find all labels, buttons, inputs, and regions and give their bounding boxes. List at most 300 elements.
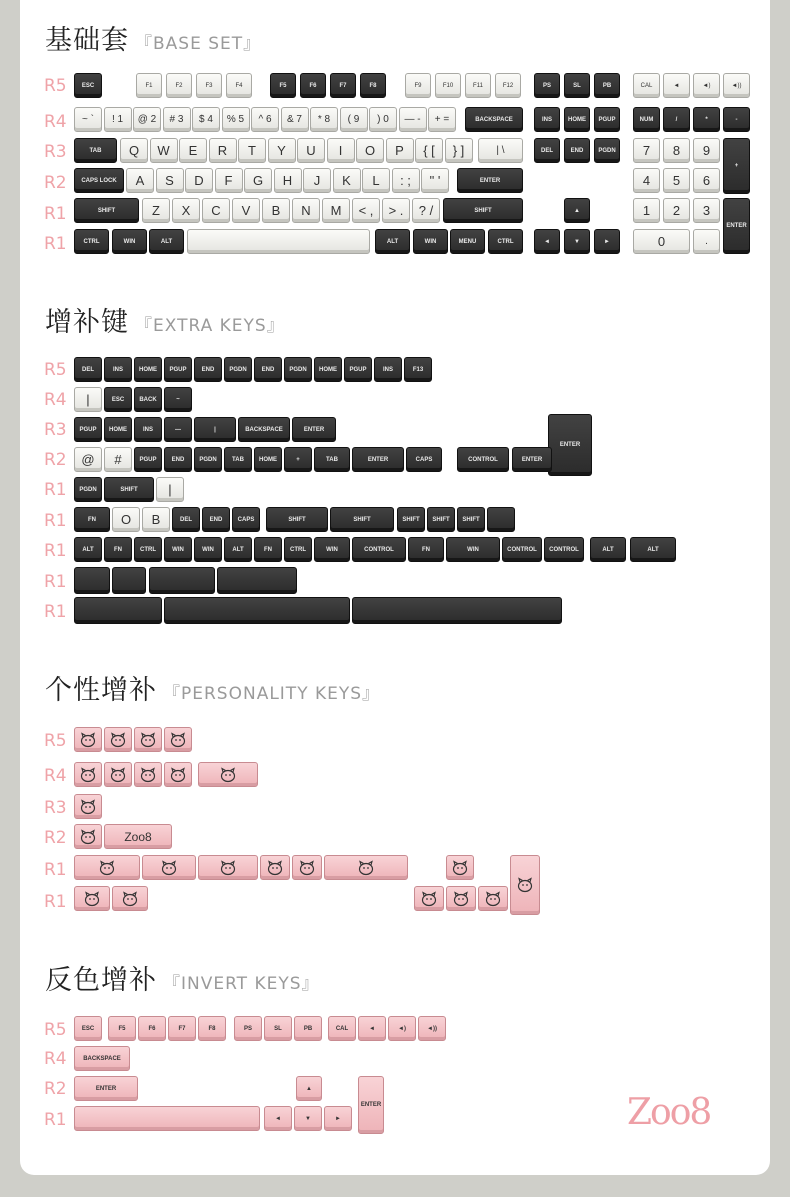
key-ctrl[interactable] (488, 229, 523, 254)
key-legend: ESC (81, 82, 95, 89)
key-symbol[interactable] (663, 73, 690, 98)
key-symbol[interactable] (264, 1106, 292, 1131)
key-symbol[interactable] (294, 1106, 322, 1131)
key-f8[interactable] (198, 1016, 226, 1041)
key-legend: F10 (442, 82, 454, 89)
key-pgdn[interactable] (224, 357, 252, 382)
key-enter[interactable] (512, 447, 552, 472)
key-alt[interactable] (224, 537, 252, 562)
key-legend: ▲ (574, 207, 580, 214)
key-symbol[interactable] (478, 138, 523, 163)
personality-keycap[interactable] (112, 886, 148, 911)
key-0[interactable] (369, 107, 397, 132)
key-n[interactable] (292, 198, 320, 223)
personality-keycap[interactable] (292, 855, 322, 880)
key-esc[interactable] (74, 1016, 102, 1041)
blank-keycap[interactable] (164, 597, 350, 624)
blank-keycap[interactable] (74, 567, 110, 594)
key-end[interactable] (194, 357, 222, 382)
key-legend: ◄ (369, 1025, 375, 1032)
key-q[interactable] (120, 138, 148, 163)
key-legend: DEL (541, 147, 553, 154)
key-legend: PS (243, 1025, 252, 1032)
key-c[interactable] (202, 198, 230, 223)
zoo8-keycap[interactable] (104, 824, 172, 849)
key-r[interactable] (209, 138, 237, 163)
key-home[interactable] (314, 357, 342, 382)
key-1[interactable] (633, 198, 660, 223)
key-legend: ENTER (479, 177, 501, 184)
key-sl[interactable] (564, 73, 590, 98)
key-f5[interactable] (270, 73, 296, 98)
key-f8[interactable] (360, 73, 386, 98)
key-i[interactable] (327, 138, 355, 163)
key-pb[interactable] (594, 73, 620, 98)
key-win[interactable] (314, 537, 350, 562)
key-b[interactable] (262, 198, 290, 223)
key-f11[interactable] (465, 73, 491, 98)
key-legend: ENTER (360, 1102, 382, 1108)
key-legend: CAPS (237, 516, 255, 523)
key-f4[interactable] (226, 73, 252, 98)
key-6[interactable] (693, 168, 720, 193)
blank-keycap[interactable] (112, 567, 146, 594)
panda-icon (83, 891, 101, 907)
key-symbol[interactable] (693, 73, 720, 98)
key-legend: F (224, 173, 233, 188)
key-control[interactable] (457, 447, 509, 472)
penguin-icon (298, 860, 316, 876)
key-legend: F12 (502, 82, 514, 89)
key-legend: PGDN (79, 486, 97, 493)
key-fn[interactable] (254, 537, 282, 562)
key-legend: ! 1 (111, 114, 124, 125)
key-win[interactable] (446, 537, 500, 562)
key-ins[interactable] (534, 107, 560, 132)
personality-keycap[interactable] (134, 762, 162, 787)
key-pgdn[interactable] (194, 447, 222, 472)
key-caps[interactable] (406, 447, 442, 472)
key-o[interactable] (112, 507, 140, 532)
personality-keycap[interactable] (74, 886, 110, 911)
key-legend: — - (404, 114, 421, 125)
key-5[interactable] (222, 107, 250, 132)
key-fn[interactable] (408, 537, 444, 562)
key-legend: WIN (172, 546, 184, 553)
personality-keycap[interactable] (142, 855, 196, 880)
personality-keycap[interactable] (414, 886, 444, 911)
key-pgup[interactable] (74, 417, 102, 442)
key-legend: END (171, 456, 185, 463)
key-legend: SHIFT (120, 486, 138, 493)
key-pgdn[interactable] (594, 138, 620, 163)
personality-keycap[interactable] (198, 855, 258, 880)
row-label: R4 (44, 112, 67, 132)
key-enter[interactable] (548, 414, 592, 476)
key-esc[interactable] (74, 73, 102, 98)
rabbit-icon (139, 767, 157, 783)
key-legend: } ] (452, 143, 465, 158)
personality-keycap[interactable] (164, 762, 192, 787)
key-d[interactable] (185, 168, 213, 193)
key-alt[interactable] (590, 537, 626, 562)
key-symbol[interactable] (164, 387, 192, 412)
personality-keycap[interactable] (446, 855, 474, 880)
key-win[interactable] (194, 537, 222, 562)
key-v[interactable] (232, 198, 260, 223)
key-end[interactable] (202, 507, 230, 532)
key-7[interactable] (281, 107, 309, 132)
key-s[interactable] (156, 168, 184, 193)
blank-keycap[interactable] (352, 597, 562, 624)
key-shift[interactable] (266, 507, 328, 532)
key-legend: BACKSPACE (83, 1055, 121, 1062)
key-symbol[interactable] (399, 107, 427, 132)
key-symbol[interactable] (564, 198, 590, 223)
key-end[interactable] (254, 357, 282, 382)
section-title-cn: 基础套 (45, 25, 129, 56)
key-x[interactable] (172, 198, 200, 223)
personality-keycap[interactable] (510, 855, 540, 915)
key-shift[interactable] (104, 477, 154, 502)
key-win[interactable] (164, 537, 192, 562)
key-symbol[interactable] (723, 138, 750, 194)
key-legend: ENTER (521, 456, 543, 463)
key-legend: WIN (123, 238, 136, 245)
personality-keycap[interactable] (198, 762, 258, 787)
key-f10[interactable] (435, 73, 461, 98)
key-backspace[interactable] (74, 1046, 130, 1071)
key-backspace[interactable] (465, 107, 523, 132)
key-f6[interactable] (300, 73, 326, 98)
key-symbol[interactable] (418, 1016, 446, 1041)
key-cal[interactable] (328, 1016, 356, 1041)
row-label: R1 (44, 892, 67, 912)
key-pgup[interactable] (134, 447, 162, 472)
key-symbol[interactable] (104, 447, 132, 472)
key-4[interactable] (192, 107, 220, 132)
key-symbol[interactable] (415, 138, 443, 163)
key-legend: 2 (672, 203, 681, 218)
key-legend: SHIFT (353, 516, 371, 523)
key-f12[interactable] (495, 73, 521, 98)
personality-keycap[interactable] (134, 727, 162, 752)
key-h[interactable] (274, 168, 302, 193)
key-t[interactable] (238, 138, 266, 163)
key-shift[interactable] (330, 507, 394, 532)
key-symbol[interactable] (284, 447, 312, 472)
key-del[interactable] (74, 357, 102, 382)
key-alt[interactable] (630, 537, 676, 562)
key-tab[interactable] (224, 447, 252, 472)
key-f9[interactable] (405, 73, 431, 98)
key-4[interactable] (633, 168, 660, 193)
key-5[interactable] (663, 168, 690, 193)
key-f13[interactable] (404, 357, 432, 382)
key-end[interactable] (564, 138, 590, 163)
key-ps[interactable] (534, 73, 560, 98)
key-legend: S (165, 173, 174, 188)
key-legend: ~ ` (82, 114, 94, 125)
key-symbol[interactable] (74, 387, 102, 412)
key-8[interactable] (663, 138, 690, 163)
row-label: R1 (44, 541, 67, 561)
key-del[interactable] (534, 138, 560, 163)
octopus-icon (219, 860, 237, 876)
key-f5[interactable] (108, 1016, 136, 1041)
key-legend: — (175, 426, 181, 433)
key-symbol[interactable] (594, 229, 620, 254)
key-legend: * 8 (317, 114, 331, 125)
key-legend: HOME (259, 456, 277, 463)
key-num[interactable] (633, 107, 660, 132)
key-f[interactable] (215, 168, 243, 193)
key-p[interactable] (386, 138, 414, 163)
key-z[interactable] (142, 198, 170, 223)
personality-keycap[interactable] (74, 855, 140, 880)
key-8[interactable] (310, 107, 338, 132)
key-fn[interactable] (104, 537, 132, 562)
personality-keycap[interactable] (260, 855, 290, 880)
key-home[interactable] (104, 417, 132, 442)
key-y[interactable] (268, 138, 296, 163)
key-symbol[interactable] (412, 198, 440, 223)
key-legend: SL (274, 1025, 282, 1032)
key-enter[interactable] (292, 417, 336, 442)
personality-keycap[interactable] (104, 762, 132, 787)
key-e[interactable] (179, 138, 207, 163)
key-a[interactable] (126, 168, 154, 193)
personality-keycap[interactable] (164, 727, 192, 752)
key-legend: U (306, 143, 316, 158)
key-legend: CTRL (83, 238, 100, 245)
key-alt[interactable] (149, 229, 184, 254)
key-pgdn[interactable] (284, 357, 312, 382)
key-control[interactable] (352, 537, 406, 562)
key-symbol[interactable] (445, 138, 473, 163)
key-legend: INS (142, 426, 153, 433)
key-menu[interactable] (450, 229, 485, 254)
key-esc[interactable] (104, 387, 132, 412)
personality-keycap[interactable] (74, 762, 102, 787)
key-3[interactable] (163, 107, 191, 132)
key-symbol[interactable] (693, 107, 720, 132)
key-legend: : ; (400, 173, 411, 188)
key-legend: MENU (458, 238, 477, 245)
key-symbol[interactable] (156, 477, 184, 502)
key-home[interactable] (134, 357, 162, 382)
key-legend: FN (422, 546, 430, 553)
key-tab[interactable] (314, 447, 350, 472)
personality-keycap[interactable] (104, 727, 132, 752)
key-legend: ALT (602, 546, 614, 553)
key-legend: PGDN (199, 456, 217, 463)
key-legend: C (211, 203, 221, 218)
key-legend: 0 (657, 234, 666, 249)
key-symbol[interactable] (352, 198, 380, 223)
key-ctrl[interactable] (74, 229, 109, 254)
hedgehog-icon (79, 799, 97, 815)
key-sl[interactable] (264, 1016, 292, 1041)
key-legend: CONTROL (364, 546, 394, 553)
key-pgup[interactable] (594, 107, 620, 132)
key-legend: * (705, 116, 708, 123)
key-symbol[interactable] (388, 1016, 416, 1041)
whale-icon (357, 860, 375, 876)
blank-keycap[interactable] (149, 567, 215, 594)
key-enter[interactable] (723, 198, 750, 254)
key-legend: ENTER (303, 426, 325, 433)
key-home[interactable] (254, 447, 282, 472)
key-enter[interactable] (74, 1076, 138, 1101)
key-symbol[interactable] (723, 73, 750, 98)
key-legend: ► (604, 238, 610, 245)
key-symbol[interactable] (534, 229, 560, 254)
key-ins[interactable] (104, 357, 132, 382)
key-symbol[interactable] (382, 198, 410, 223)
key-shift[interactable] (427, 507, 455, 532)
key-symbol[interactable] (74, 107, 102, 132)
key-o[interactable] (356, 138, 384, 163)
key-legend: Y (277, 143, 286, 158)
key-j[interactable] (303, 168, 331, 193)
key-symbol[interactable] (164, 417, 192, 442)
key-win[interactable] (112, 229, 147, 254)
key-3[interactable] (693, 198, 720, 223)
key-f6[interactable] (138, 1016, 166, 1041)
key-symbol[interactable] (358, 1016, 386, 1041)
key-symbol[interactable] (74, 447, 102, 472)
key-symbol[interactable] (324, 1106, 352, 1131)
key-legend: ^ 6 (258, 114, 272, 125)
key-tab[interactable] (74, 138, 117, 163)
key-g[interactable] (244, 168, 272, 193)
key-legend: F5 (118, 1025, 126, 1032)
key-caps[interactable] (232, 507, 260, 532)
key-l[interactable] (362, 168, 390, 193)
key-f7[interactable] (330, 73, 356, 98)
key-u[interactable] (297, 138, 325, 163)
key-m[interactable] (322, 198, 350, 223)
key-ctrl[interactable] (134, 537, 162, 562)
key-alt[interactable] (74, 537, 102, 562)
key-symbol[interactable] (296, 1076, 322, 1101)
key-f2[interactable] (166, 73, 192, 98)
key-symbol[interactable] (428, 107, 456, 132)
key-shift[interactable] (443, 198, 523, 223)
key-win[interactable] (413, 229, 448, 254)
key-f3[interactable] (196, 73, 222, 98)
key-7[interactable] (633, 138, 660, 163)
key-legend: PGUP (349, 366, 367, 373)
spacebar[interactable] (74, 1106, 260, 1131)
personality-keycap[interactable] (446, 886, 476, 911)
key-alt[interactable] (375, 229, 410, 254)
key-control[interactable] (502, 537, 542, 562)
key-legend: INS (382, 366, 393, 373)
personality-keycap[interactable] (74, 824, 102, 849)
key-0[interactable] (633, 229, 690, 254)
section-title-extra (45, 300, 285, 340)
key-control[interactable] (544, 537, 584, 562)
key-backspace[interactable] (238, 417, 290, 442)
key-w[interactable] (150, 138, 178, 163)
key-pgdn[interactable] (74, 477, 102, 502)
key-home[interactable] (564, 107, 590, 132)
key-legend: - (735, 116, 738, 123)
key-legend: | (168, 482, 172, 497)
key-shift[interactable] (397, 507, 425, 532)
key-pgup[interactable] (344, 357, 372, 382)
blank-keycap[interactable] (74, 597, 162, 624)
personality-keycap[interactable] (324, 855, 408, 880)
key-symbol[interactable] (194, 417, 236, 442)
personality-keycap[interactable] (74, 727, 102, 752)
key-blank[interactable] (487, 507, 515, 532)
key-legend: PGUP (139, 456, 157, 463)
key-ctrl[interactable] (284, 537, 312, 562)
key-legend: DEL (82, 366, 94, 373)
key-2[interactable] (663, 198, 690, 223)
key-f1[interactable] (136, 73, 162, 98)
crow-icon (79, 767, 97, 783)
key-legend: DEL (180, 516, 192, 523)
key-pgup[interactable] (164, 357, 192, 382)
key-1[interactable] (104, 107, 132, 132)
key-9[interactable] (340, 107, 368, 132)
section-title-en: 『EXTRA KEYS』 (135, 316, 285, 336)
key-end[interactable] (164, 447, 192, 472)
key-symbol[interactable] (663, 107, 690, 132)
key-ps[interactable] (234, 1016, 262, 1041)
key-legend: PB (303, 1025, 313, 1032)
key-shift[interactable] (457, 507, 485, 532)
key-6[interactable] (251, 107, 279, 132)
key-fn[interactable] (74, 507, 110, 532)
bull-icon (169, 732, 187, 748)
key-enter[interactable] (358, 1076, 384, 1134)
key-9[interactable] (693, 138, 720, 163)
key-caps-lock[interactable] (74, 168, 124, 193)
key-symbol[interactable] (564, 229, 590, 254)
key-symbol[interactable] (723, 107, 750, 132)
key-symbol[interactable] (421, 168, 449, 193)
key-symbol[interactable] (693, 229, 720, 254)
key-b[interactable] (142, 507, 170, 532)
key-ins[interactable] (134, 417, 162, 442)
personality-keycap[interactable] (478, 886, 508, 911)
key-back[interactable] (134, 387, 162, 412)
key-legend: ◄ (544, 238, 550, 245)
key-cal[interactable] (633, 73, 660, 98)
key-pb[interactable] (294, 1016, 322, 1041)
whale-icon (160, 860, 178, 876)
key-shift[interactable] (74, 198, 139, 223)
key-ins[interactable] (374, 357, 402, 382)
blank-keycap[interactable] (217, 567, 297, 594)
key-enter[interactable] (352, 447, 404, 472)
key-del[interactable] (172, 507, 200, 532)
key-enter[interactable] (457, 168, 523, 193)
section-title-cn: 个性增补 (45, 675, 157, 706)
key-2[interactable] (133, 107, 161, 132)
personality-keycap[interactable] (74, 794, 102, 819)
key-symbol[interactable] (392, 168, 420, 193)
spacebar[interactable] (187, 229, 370, 254)
key-k[interactable] (333, 168, 361, 193)
key-f7[interactable] (168, 1016, 196, 1041)
row-label: R1 (44, 511, 67, 531)
